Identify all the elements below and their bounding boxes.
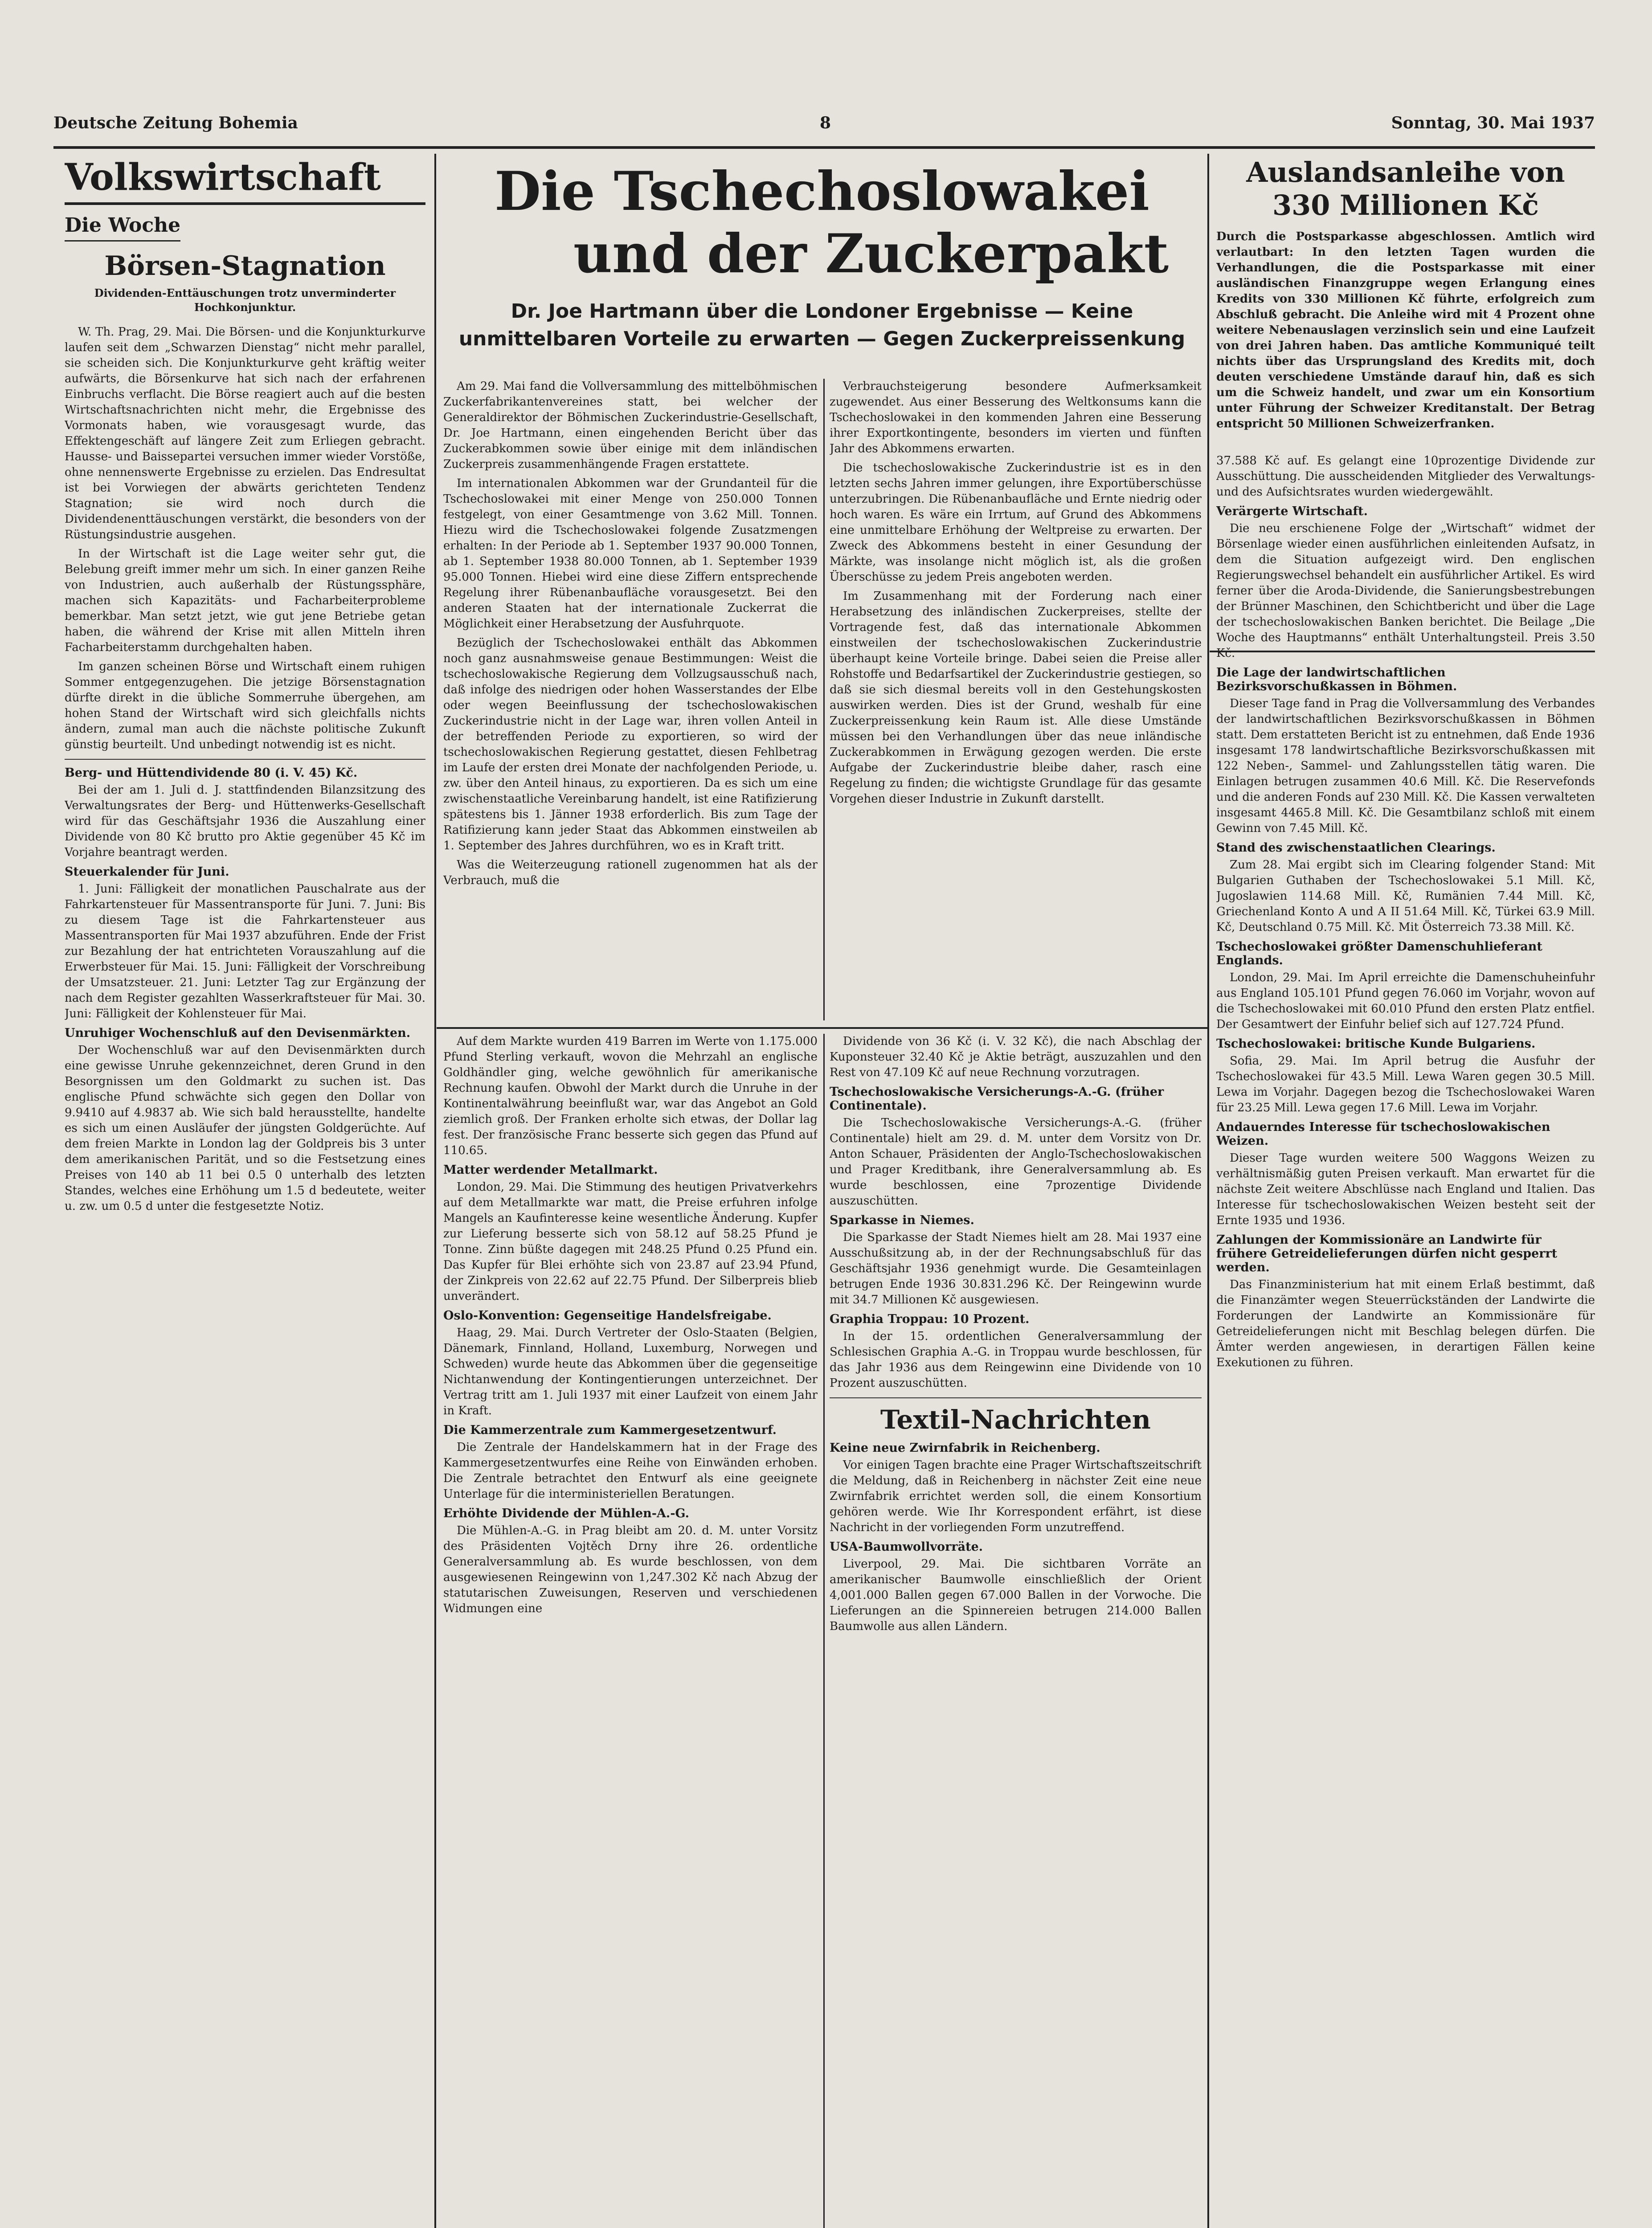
page-number: 8 xyxy=(820,114,831,132)
paragraph: 1. Juni: Fälligkeit der monatlichen Pauschalrate aus der Fahrkartensteuer für Massentransporte für Juni. 7. Juni: Bis zu diesem Tage ist die Fahrkartensteuer aus Massentransporten für Mai 1937 abzuführen. Ende der Frist zur Bezahlung der hat entrichteten Vorauszahlung auf die Erwerbsteuer für Mai. 15. Juni: Fälligkeit der Vorschreibung der Umsatzsteuer. 21. Juni: Letzter Tag zur Ergänzung der nach dem Register gezahlten Wasserkraftsteuer für Mai. 30. Juni: Fälligkeit der Kohlensteuer für Mai. xyxy=(65,882,425,1020)
newspaper-name: Deutsche Zeitung Bohemia xyxy=(53,114,298,132)
subheadline: Dividenden-Enttäuschungen trotz unverminderter Hochkonjunktur. xyxy=(94,287,396,314)
paragraph: Am 29. Mai fand die Vollversammlung des mittelböhmischen Zuckerfabrikantenvereines statt, bei welcher der Generaldirektor der Böhmischen Zuckerindustrie-Gesellschaft, Dr. Joe Hartmann, einen eingehenden Bericht über das Zuckerabkommen sowie über einige mit dem inländischen Zuckerpreis zusammenhängende Fragen erstattete. xyxy=(443,380,818,471)
paragraph: Liverpool, 29. Mai. Die sichtbaren Vorräte an amerikanischer Baumwolle einschließlich der Orient 4,001.000 Ballen gegen 67.000 Ballen in der Vorwoche. Die Lieferungen an die Spinnereien betrugen 214.000 Ballen Baumwolle aus allen Ländern. xyxy=(830,1557,1202,1633)
news-heading: Berg- und Hüttendividende 80 (i. V. 45) Kč. xyxy=(65,766,358,780)
news-heading: Matter werdender Metallmarkt. xyxy=(443,1163,658,1177)
paragraph: Der Wochenschluß war auf den Devisenmärkten durch eine gewisse Unruhe gekennzeichnet, deren Grund in den Besorgnissen um den Goldmarkt zu suchen ist. Das englische Pfund schwächte sich gegen den Dollar von 9.9410 auf 4.9837 ab. Wie sich bald herausstellte, handelte es sich um einen Ausläufer der jüngsten Goldgerüchte. Auf dem freien Markte in London lag der Goldpreis bis 3 unter dem amerikanischen Parität, und so die Festsetzung eines Preises von 140 ab 11 bei 0.5 0 unterhalb des letzten Standes, welches eine Erhöhung um 1.5 d bedeutete, weiter u. zw. um 0.5 d unter die festgesetzte Notiz. xyxy=(65,1044,425,1213)
paragraph: Bei der am 1. Juli d. J. stattfindenden Bilanzsitzung des Verwaltungsrates der Berg- und Hüttenwerks-Gesellschaft wird für das Geschäftsjahr 1936 die Auszahlung einer Dividende von 80 Kč brutto pro Aktie gegenüber 45 Kč im Vorjahre beantragt werden. xyxy=(65,783,425,859)
main-headline-line2: und der Zuckerpakt xyxy=(573,222,1169,285)
center-inner-rule xyxy=(823,379,825,1020)
paragraph: Vor einigen Tagen brachte eine Prager Wirtschaftszeitschrift die Meldung, daß in Reichenberg in nächster Zeit eine neue Zwirnfabrik errichtet werden soll, die einem Konsortium gehören werde. Wie Ihr Korrespondent erfährt, ist diese Nachricht in der vorliegenden Form unzutreffend. xyxy=(830,1458,1202,1534)
paragraph: Bezüglich der Tschechoslowakei enthält das Abkommen noch ganz ausnahmsweise genaue Bestimmungen: Weist die tschechoslowakische Regierung dem Vollzugsausschuß nach, daß infolge des niedrigen oder hohen Wasserstandes der Elbe oder wegen Beeinflussung der tschechoslowakischen Zuckerindustrie nicht in der Lage war, ihren vollen Anteil in der betreffenden Periode zu exportieren, so wird der tschechoslowakischen Regierung gestattet, diesen Fehlbetrag im Laufe der ersten drei Monate der nachfolgenden Periode, u. zw. über den Anteil hinaus, zu exportieren. Da es sich um eine zwischenstaatliche Vereinbarung handelt, ist eine Ratifizierung spätestens bis 1. Jänner 1938 erforderlich. Bis zum Tage der Ratifizierung kann jeder Staat das Abkommen einstweilen ab 1. September des Jahres durchführen, wo es in Kraft tritt. xyxy=(443,636,818,852)
right-column xyxy=(1216,156,1595,2228)
horizontal-rule-center xyxy=(437,1027,1207,1029)
center-lower-rule xyxy=(823,1034,825,2228)
paragraph: Im internationalen Abkommen war der Grundanteil für die Tschechoslowakei mit einer Menge von 250.000 Tonnen festgelegt, von einer Gesamtmenge von 3.62 Mill. Tonnen. Hiezu wird die Tschechoslowakei folgende Zusatzmengen erhalten: In der Periode ab 1. September 1937 90.000 Tonnen, ab 1. September 1938 80.000 Tonnen, ab 1. September 1939 95.000 Tonnen. Hiebei wird eine diese Ziffern entsprechende Regelung ihrer Rübenanbaufläche vorausgesetzt. Bei den anderen Staaten hat der internationale Zuckerrat die Möglichkeit einer Herabsetzung der Ausfuhrquote. xyxy=(443,477,818,631)
section-title: Volkswirtschaft xyxy=(65,156,425,205)
news-heading: Unruhiger Wochenschluß auf den Devisenmärkten. xyxy=(65,1026,411,1040)
news-heading: Andauerndes Interesse für tschechoslowakischen Weizen. xyxy=(1216,1120,1550,1148)
paragraph: Sofia, 29. Mai. Im April betrug die Ausfuhr der Tschechoslowakei für 43.5 Mill. Lewa Waren gegen 30.5 Mill. Lewa im Vorjahr. Dagegen bezog die Tschechoslowakei Waren für 23.25 Mill. Lewa gegen 17.6 Mill. Lewa im Vorjahr. xyxy=(1216,1054,1595,1114)
news-heading: Graphia Troppau: 10 Prozent. xyxy=(830,1312,1030,1326)
headline-boersen-stagnation: Börsen-Stagnation xyxy=(104,250,386,282)
news-heading: Erhöhte Dividende der Mühlen-A.-G. xyxy=(443,1507,690,1520)
news-heading: Steuerkalender für Juni. xyxy=(65,865,229,879)
paragraph: Was die Weiterzeugung rationell zugenommen hat als der Verbrauch, muß die xyxy=(443,858,818,887)
separator xyxy=(830,1397,1202,1398)
paragraph: London, 29. Mai. Im April erreichte die Damenschuheinfuhr aus England 105.101 Pfund gegen 76.060 im Vorjahr, wovon auf die Tschechoslowakei mit 60.010 Pfund den ersten Platz entfiel. Der Gesamtwert der Einfuhr belief sich auf 127.724 Pfund. xyxy=(1216,971,1595,1031)
paragraph: Die Mühlen-A.-G. in Prag bleibt am 20. d. M. unter Vorsitz des Präsidenten Vojtěch Drny ihre 26. ordentliche Generalversammlung ab. Es wurde beschlossen, von dem ausgewiesenen Reingewinn von 1,247.302 Kč nach Abzug der statutarischen Zuweisungen, Reserven und verschiedenen Widmungen eine xyxy=(443,1524,818,1615)
news-heading: Keine neue Zwirnfabrik in Reichenberg. xyxy=(830,1441,1100,1455)
paragraph: Dieser Tage wurden weitere 500 Waggons Weizen zu verhältnismäßig guten Preisen verkauft. Man erwartet für die nächste Zeit weitere Abschlüsse nach England und Italien. Das Interesse für tschechoslowakischen Weizen besteht seit der Ernte 1935 und 1936. xyxy=(1216,1151,1595,1227)
paragraph: Im ganzen scheinen Börse und Wirtschaft einem ruhigen Sommer entgegenzugehen. Die jetzige Börsenstagnation dürfte direkt in die übliche Sommerruhe übergehen, am hohen Stand der Wirtschaft wird sich gleichfalls nichts ändern, zumal man auch die nächste politische Zukunft günstig beurteilt. Und unbedingt notwendig ist es nicht. xyxy=(65,660,425,751)
main-headline-line1: Die Tschechoslowakei xyxy=(495,160,1149,223)
paragraph: London, 29. Mai. Die Stimmung des heutigen Privatverkehrs auf dem Metallmarkte war matt, die Preise erfuhren infolge Mangels an Kaufinteresse keine wesentliche Änderung. Kupfer zur Lieferung besserte sich von 58.12 auf 58.25 Pfund je Tonne. Zinn büßte dagegen mit 248.25 Pfund 0.25 Pfund ein. Das Kupfer für Blei erhöhte sich von 23.87 auf 23.94 Pfund, der Zinkpreis von 22.62 auf 22.75 Pfund. Der Silberpreis blieb unverändert. xyxy=(443,1180,818,1303)
paragraph: Das Finanzministerium hat mit einem Erlaß bestimmt, daß die Finanzämter wegen Steuerrückständen der Landwirte die Forderungen der Landwirte an Kommissionäre für Getreidelieferungen nicht mit Beschlag belegen dürfen. Die Ämter werden angewiesen, in derartigen Fällen keine Exekutionen zu führen. xyxy=(1216,1278,1595,1369)
spacer xyxy=(1216,435,1595,453)
lead-paragraph: Durch die Postsparkasse abgeschlossen. Amtlich wird verlautbart: In den letzten Tagen wurden die Verhandlungen, die die Postsparkasse mit einer ausländischen Finanzgruppe wegen Erlangung eines Kredits von 330 Millionen Kč führte, erfolgreich zum Abschluß gebracht. Die Anleihe wird mit 4 Prozent ohne weitere Nebenauslagen verzinslich sein und eine Laufzeit von drei Jahren haben. Das amtliche Kommuniqué teilt nichts über das Ursprungsland des Kredits mit, doch deuten verschiedene Umstände darauf hin, daß es sich um die Schweiz handelt, und zwar um ein Konsortium unter Führung der Schweizer Kreditanstalt. Der Betrag entspricht 50 Millionen Schweizerfranken. xyxy=(1216,230,1595,430)
news-heading: Sparkasse in Niemes. xyxy=(830,1213,975,1227)
paragraph: In der Wirtschaft ist die Lage weiter sehr gut, die Belebung greift immer mehr um sich. In einer ganzen Reihe von Industrien, auch außerhalb der Rüstungssphäre, machen sich Kapazitäts- und Facharbeiterprobleme bemerkbar. Man setzt jetzt, wie gut jene Betriebe getan haben, die während der Krise mit allen Mitteln ihren Facharbeiterstamm durchgehalten haben. xyxy=(65,547,425,654)
center-article-col-b xyxy=(830,379,1202,1020)
paragraph: Dieser Tage fand in Prag die Vollversammlung des Verbandes der landwirtschaftlichen Bezirksvorschußkassen in Böhmen statt. Dem erstatteten Bericht ist zu entnehmen, daß Ende 1936 insgesamt 178 landwirtschaftliche Bezirksvorschußkassen mit 122 Neben-, Sammel- und Zahlungsstellen tätig waren. Die Einlagen betrugen zusammen 40.6 Mill. Kč. Die Reservefonds und die anderen Fonds auf 230 Mill. Kč. Die Kassen verwalteten insgesamt 4465.8 Mill. Kč. Die Gesamtbilanz schloß mit einem Gewinn von 7.45 Mill. Kč. xyxy=(1216,697,1595,835)
news-heading: Zahlungen der Kommissionäre an Landwirte für frühere Getreidelieferungen dürfen nicht gesperrt werden. xyxy=(1216,1233,1558,1274)
paragraph: Zum 28. Mai ergibt sich im Clearing folgender Stand: Mit Bulgarien Guthaben der Tschechoslowakei 5.1 Mill. Kč, Jugoslawien 114.68 Mill. Kč, Rumänien 7.44 Mill. Kč, Griechenland Konto A und A II 51.64 Mill. Kč, Türkei 63.9 Mill. Kč, Deutschland 0.75 Mill. Kč. Mit Österreich 73.38 Mill. Kč. xyxy=(1216,858,1595,934)
paragraph: Verbrauchsteigerung besondere Aufmerksamkeit zugewendet. Aus einer Besserung des Weltkonsums kann die Tschechoslowakei in den kommenden Jahren eine Besserung ihrer Exportkontingente, besonders im vierten und fünften Jahr des Abkommens erwarten. xyxy=(830,380,1202,455)
paragraph: Dividende von 36 Kč (i. V. 32 Kč), die nach Abschlag der Kuponsteuer 32.40 Kč je Aktie beträgt, auszuzahlen und den Rest von 47.109 Kč auf neue Rechnung vorzutragen. xyxy=(830,1035,1202,1079)
column-rule-1 xyxy=(434,154,436,2228)
news-heading: Tschechoslowakei: britische Kunde Bulgariens. xyxy=(1216,1037,1536,1051)
textile-section-title: Textil-Nachrichten xyxy=(880,1405,1151,1435)
news-heading: Oslo-Konvention: Gegenseitige Handelsfreigabe. xyxy=(443,1309,772,1323)
column-rule-2 xyxy=(1207,154,1209,2228)
paragraph: Die tschechoslowakische Zuckerindustrie ist es in den letzten sechs Jahren immer gelungen, ihre Exportüberschüsse unterzubringen. Die Rübenanbaufläche und Ernte niedrig oder hoch waren. Es wäre ein Irrtum, auf Grund des Abkommens eine unmittelbare Erhöhung der Weltpreise zu erwarten. Der Zweck des Abkommens besteht in einer Gesundung der Märkte, was insolange nicht möglich ist, als die großen Überschüsse zu jedem Preis angeboten werden. xyxy=(830,461,1202,584)
paragraph: Die Sparkasse der Stadt Niemes hielt am 28. Mai 1937 eine Ausschußsitzung ab, in der der Rechnungsabschluß für das Geschäftsjahr 1936 genehmigt wurde. Die Gesamteinlagen betrugen Ende 1936 30.831.296 Kč. Der Reingewinn wurde mit 34.7 Millionen Kč ausgewiesen. xyxy=(830,1231,1202,1306)
paragraph: W. Th. Prag, 29. Mai. Die Börsen- und die Konjunkturkurve laufen seit dem „Schwarzen Dienstag“ nicht mehr parallel, sie scheiden sich. Die Konjunkturkurve geht kräftig weiter aufwärts, die Börsenkurve hat sich nach der erfahrenen Einbruchs verflacht. Die Börse reagiert auch auf die besten Wirtschaftsnachrichten nicht mehr, die Ergebnisse des Vormonats haben, wie vorausgesagt wurde, das Effektengeschäft auf längere Zeit zum Erliegen gebracht. Hausse- und Baissepartei versuchen immer wieder Vorstöße, ohne nennenswerte Ergebnisse zu erzielen. Das Endresultat ist bei Vorwiegen der abwärts gerichteten Tendenz Stagnation; sie wird noch durch die Dividendenenttäuschungen verstärkt, die besonders von der Rüstungsindustrie ausgehen. xyxy=(65,325,425,541)
paragraph: Die Zentrale der Handelskammern hat in der Frage des Kammergesetzentwurfes eine Reihe von Einwänden erhoben. Die Zentrale betrachtet den Entwurf als eine geeignete Unterlage für die interministeriellen Beratungen. xyxy=(443,1441,818,1501)
header-rule xyxy=(53,146,1595,149)
news-heading: USA-Baumwollvorräte. xyxy=(830,1540,983,1554)
paragraph: In der 15. ordentlichen Generalversammlung der Schlesischen Graphia A.-G. in Troppau wurde beschlossen, für das Jahr 1936 aus dem Reingewinn eine Dividende von 10 Prozent auszuschütten. xyxy=(830,1330,1202,1390)
paragraph: Haag, 29. Mai. Durch Vertreter der Oslo-Staaten (Belgien, Dänemark, Finnland, Holland, Luxemburg, Norwegen und Schweden) wurde heute das Abkommen über die gegenseitige Nichtanwendung der Kontingentierungen unterzeichnet. Der Vertrag tritt am 1. Juli 1937 mit einer Laufzeit von einem Jahr in Kraft. xyxy=(443,1326,818,1417)
paragraph: Auf dem Markte wurden 419 Barren im Werte von 1.175.000 Pfund Sterling verkauft, wovon die Mehrzahl an englische Goldhändler ging, welche gewöhnlich für amerikanische Rechnung kaufen. Obwohl der Markt durch die Unruhe in der Kontinentalwährung beeinflußt war, war das Angebot an Gold ziemlich groß. Der Franken erholte sich etwas, der Dollar lag fest. Der französische Franc besserte sich gegen das Pfund auf 110.65. xyxy=(443,1035,818,1157)
kicker-die-woche: Die Woche xyxy=(65,214,180,242)
left-column xyxy=(65,156,425,2228)
paragraph: Die neu erschienene Folge der „Wirtschaft“ widmet der Börsenlage wieder einen ausführlichen einleitenden Aufsatz, in dem die Situation aufgezeigt wird. Den englischen Regierungswechsel behandelt ein ausführlicher Artikel. Es wird ferner über die Aroda-Dividende, die Sanierungsbestrebungen der Brünner Maschinen, den Schichtbericht und über die Lage der tschechoslowakischen Banken berichtet. Die Beilage „Die Woche des Hauptmanns“ enthält Unterhaltungsteil. Preis 3.50 Kč. xyxy=(1216,522,1595,660)
center-lower-col-c xyxy=(443,1034,818,2228)
paragraph: 37.588 Kč auf. Es gelangt eine 10prozentige Dividende zur Ausschüttung. Die ausscheidenden Mitglieder des Verwaltungs- und des Aufsichtsrates wurden wiedergewählt. xyxy=(1216,454,1595,499)
center-article-col-a xyxy=(443,379,818,1020)
main-headline-block xyxy=(443,160,1201,353)
right-headline: Auslandsanleihe von 330 Millionen Kč xyxy=(1246,156,1565,221)
news-heading: Verärgerte Wirtschaft. xyxy=(1216,504,1368,518)
paragraph: Die Tschechoslowakische Versicherungs-A.-G. (früher Continentale) hielt am 29. d. M. unter dem Vorsitz von Dr. Anton Schauer, Präsidenten der Anglo-Tschechoslowakischen und Prager Kreditbank, ihre Generalversammlung ab. Es wurde beschlossen, eine 7prozentige Dividende auszuschütten. xyxy=(830,1116,1202,1208)
center-lower-col-d xyxy=(830,1034,1202,2228)
news-heading: Die Kammerzentrale zum Kammergesetzentwurf. xyxy=(443,1423,777,1437)
paragraph: Im Zusammenhang mit der Forderung nach einer Herabsetzung des inländischen Zuckerpreises, stellte der Vortragende fest, daß das internationale Abkommen einstweilen der tschechoslowakischen Zuckerindustrie überhaupt keine Vorteile bringe. Dabei seien die Preise aller Rohstoffe und Bedarfsartikel der Zuckerindustrie gestiegen, so daß sie sich diesmal bereits voll in den Gestehungskosten auswirken werden. Dies ist der Grund, weshalb für eine Zuckerpreissenkung kein Raum ist. Alle diese Umstände müssen bei den Verhandlungen über das neue inländische Zuckerabkommen in Erwägung gezogen werden. Die erste Aufgabe der Zuckerindustrie bleibe daher, rasch eine Regelung zu finden; die wichtigste Grundlage für das gesamte Vorgehen dieser Industrie in Zukunft darstellt. xyxy=(830,590,1202,806)
news-heading: Tschechoslowakei größter Damenschuhlieferant Englands. xyxy=(1216,940,1542,967)
news-heading: Tschechoslowakische Versicherungs-A.-G. (früher Continentale). xyxy=(830,1085,1164,1113)
separator xyxy=(65,759,425,760)
issue-date: Sonntag, 30. Mai 1937 xyxy=(1391,114,1595,132)
main-deck: Dr. Joe Hartmann über die Londoner Ergebnisse — Keine unmittelbaren Vorteile zu erwarten — Gegen Zuckerpreissenkung xyxy=(458,300,1186,350)
running-header xyxy=(53,114,1595,140)
news-heading: Die Lage der landwirtschaftlichen Bezirksvorschußkassen in Böhmen. xyxy=(1216,666,1457,693)
news-heading: Stand des zwischenstaatlichen Clearings. xyxy=(1216,841,1496,855)
